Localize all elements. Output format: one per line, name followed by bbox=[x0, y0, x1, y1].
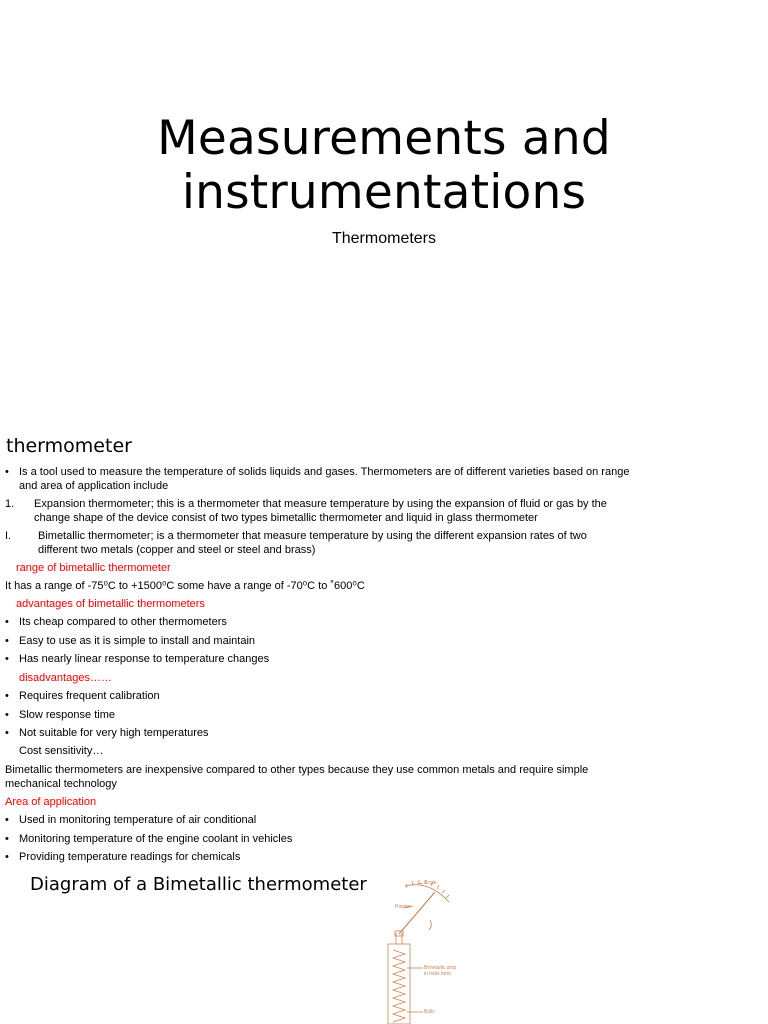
cost-text-continued: mechanical technology bbox=[5, 778, 117, 790]
diagram-title: Diagram of a Bimetallic thermometer bbox=[30, 874, 367, 895]
strip-label: Bimetallic strip in helix form bbox=[424, 965, 457, 977]
application-item: Monitoring temperature of the engine coolant in vehicles bbox=[19, 833, 293, 845]
content-slide bbox=[0, 420, 768, 1024]
advantage-item: Its cheap compared to other thermometers bbox=[19, 616, 227, 628]
advantages-heading: advantages of bimetallic thermometers bbox=[16, 598, 205, 610]
pointer-label: Pointer bbox=[395, 904, 411, 910]
disadvantage-item: Requires frequent calibration bbox=[19, 690, 160, 702]
disadvantages-heading: disadvantages…… bbox=[19, 672, 112, 684]
advantage-item: Easy to use as it is simple to install and maintain bbox=[19, 635, 256, 647]
bullet-marker: • bbox=[5, 690, 9, 702]
title-slide bbox=[0, 0, 768, 420]
stem bbox=[396, 933, 402, 944]
scale-label: Scale bbox=[424, 880, 437, 886]
item-2-text-continued: different two metals (copper and steel or steel and brass) bbox=[38, 544, 316, 556]
rotation-arrow bbox=[429, 920, 431, 930]
item-2-text: Bimetallic thermometer; is a thermometer that measure temperature by using the different expansion rates of two bbox=[38, 530, 587, 542]
bullet-marker: • bbox=[5, 727, 9, 739]
title-line-1: Measurements and bbox=[157, 111, 611, 166]
application-heading: Area of application bbox=[5, 796, 97, 808]
scale-leader bbox=[417, 883, 423, 884]
intro-text: Is a tool used to measure the temperature of solids liquids and gases. Thermometers are of different varieties based on range bbox=[19, 466, 630, 478]
item-number-1: 1. bbox=[5, 498, 15, 510]
presentation-title bbox=[0, 112, 768, 220]
range-text: It has a range of -75⁰C to +1500⁰C some have a range of -70⁰C to ˚600⁰C bbox=[5, 580, 365, 592]
pointer-needle bbox=[399, 892, 435, 934]
bullet-marker: • bbox=[5, 653, 9, 665]
item-1-text: Expansion thermometer; this is a thermometer that measure temperature by using the expansion of fluid or gas by the bbox=[34, 498, 607, 510]
scale-arc bbox=[405, 885, 449, 902]
section-heading: thermometer bbox=[6, 435, 132, 457]
application-item: Used in monitoring temperature of air conditional bbox=[19, 814, 257, 826]
bullet-marker: • bbox=[5, 635, 9, 647]
item-number-2: I. bbox=[5, 530, 12, 542]
bullet-marker: • bbox=[5, 833, 9, 845]
cost-heading: Cost sensitivity… bbox=[19, 745, 104, 757]
cost-text: Bimetallic thermometers are inexpensive compared to other types because they use common metals and require simple bbox=[5, 764, 589, 776]
advantage-item: Has nearly linear response to temperature changes bbox=[19, 653, 270, 665]
intro-text-continued: and area of application include bbox=[19, 480, 169, 492]
thermometer-drawing bbox=[383, 878, 459, 1024]
bullet-marker: • bbox=[5, 709, 9, 721]
presentation-subtitle: Thermometers bbox=[331, 230, 437, 247]
disadvantage-item: Not suitable for very high temperatures bbox=[19, 727, 209, 739]
title-line-2: instrumentations bbox=[181, 165, 587, 220]
item-1-text-continued: change shape of the device consist of two types bimetallic thermometer and liquid in glass thermometer bbox=[34, 512, 538, 524]
bullet-marker: • bbox=[5, 851, 9, 863]
disadvantage-item: Slow response time bbox=[19, 709, 115, 721]
bimetallic-thermometer-diagram bbox=[383, 878, 459, 1024]
range-heading: range of bimetallic thermometer bbox=[16, 562, 171, 574]
bullet-marker: • bbox=[5, 466, 9, 478]
bimetallic-helix bbox=[393, 950, 405, 1022]
application-item: Providing temperature readings for chemicals bbox=[19, 851, 241, 863]
bulb-label: Bulb bbox=[424, 1009, 435, 1015]
bullet-marker: • bbox=[5, 616, 9, 628]
bullet-marker: • bbox=[5, 814, 9, 826]
